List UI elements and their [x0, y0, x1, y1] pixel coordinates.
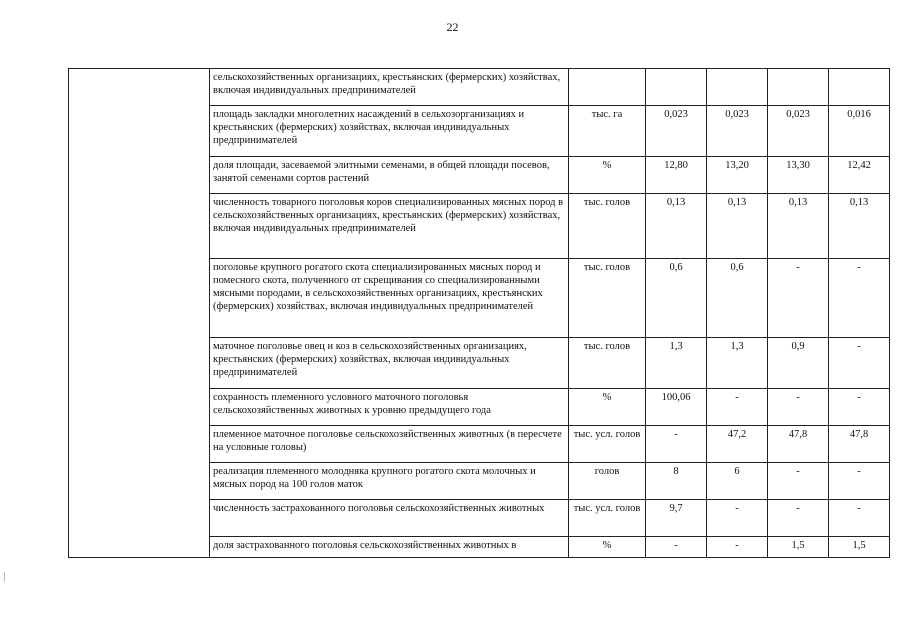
value-cell: 0,13: [707, 194, 768, 259]
unit-cell: тыс. га: [569, 106, 646, 157]
indicator-cell: реализация племенного молодняка крупного рогатого скота молочных и мясных пород на 100 голов маток: [210, 463, 569, 500]
value-cell: -: [768, 463, 829, 500]
value-cell: -: [707, 500, 768, 537]
value-cell: -: [829, 463, 890, 500]
unit-cell: %: [569, 389, 646, 426]
scan-edge-mark: [4, 572, 5, 582]
indicator-cell: доля площади, засеваемой элитными семенами, в общей площади посевов, занятой семенами сортов растений: [210, 157, 569, 194]
value-cell: -: [768, 389, 829, 426]
indicator-cell: численность товарного поголовья коров специализированных мясных пород в сельскохозяйственных организациях, крестьянских (фермерских) хозяйствах, включая индивидуальных предпринимателей: [210, 194, 569, 259]
page-number: 22: [446, 20, 459, 34]
indicator-cell: племенное маточное поголовье сельскохозяйственных животных (в пересчете на условные головы): [210, 426, 569, 463]
unit-cell: тыс. усл. голов: [569, 500, 646, 537]
indicator-cell: сохранность племенного условного маточного поголовья сельскохозяйственных животных к уровню предыдущего года: [210, 389, 569, 426]
value-cell: -: [646, 537, 707, 558]
value-cell: -: [829, 338, 890, 389]
indicators-table: [68, 68, 890, 558]
value-cell: 0,13: [829, 194, 890, 259]
indicator-cell: поголовье крупного рогатого скота специализированных мясных пород и помесного скота, полученного от скрещивания со специализированными мясными породами, в сельскохозяйственных организациях, крестьянских (фермерских) хозяйствах, включая индивидуальных предпринимателей: [210, 259, 569, 338]
value-cell: -: [707, 389, 768, 426]
value-cell: 0,6: [707, 259, 768, 338]
value-cell: -: [829, 500, 890, 537]
value-cell: 100,06: [646, 389, 707, 426]
unit-cell: [569, 69, 646, 106]
value-cell: 0,13: [768, 194, 829, 259]
value-cell: -: [768, 259, 829, 338]
value-cell: 9,7: [646, 500, 707, 537]
value-cell: 8: [646, 463, 707, 500]
indicator-cell: сельскохозяйственных организациях, крестьянских (фермерских) хозяйствах, включая индивидуальных предпринимателей: [210, 69, 569, 106]
value-cell: -: [646, 426, 707, 463]
value-cell: 13,20: [707, 157, 768, 194]
value-cell: 1,5: [768, 537, 829, 558]
value-cell: 13,30: [768, 157, 829, 194]
value-cell: 0,6: [646, 259, 707, 338]
value-cell: 0,13: [646, 194, 707, 259]
value-cell: 47,2: [707, 426, 768, 463]
value-cell: 12,80: [646, 157, 707, 194]
unit-cell: %: [569, 157, 646, 194]
value-cell: -: [829, 389, 890, 426]
value-cell: -: [768, 500, 829, 537]
value-cell: 47,8: [768, 426, 829, 463]
unit-cell: голов: [569, 463, 646, 500]
value-cell: 0,023: [646, 106, 707, 157]
program-name-cell: [69, 69, 210, 558]
indicator-cell: доля застрахованного поголовья сельскохозяйственных животных в: [210, 537, 569, 558]
value-cell: -: [829, 259, 890, 338]
unit-cell: тыс. голов: [569, 259, 646, 338]
value-cell: 47,8: [829, 426, 890, 463]
value-cell: 1,5: [829, 537, 890, 558]
table-row: [69, 69, 890, 106]
value-cell: 6: [707, 463, 768, 500]
value-cell: 0,023: [707, 106, 768, 157]
value-cell: [707, 69, 768, 106]
unit-cell: тыс. голов: [569, 338, 646, 389]
value-cell: 1,3: [707, 338, 768, 389]
unit-cell: тыс. усл. голов: [569, 426, 646, 463]
value-cell: [829, 69, 890, 106]
value-cell: [646, 69, 707, 106]
indicator-cell: площадь закладки многолетних насаждений в сельхозорганизациях и крестьянских (фермерских) хозяйствах, включая индивидуальных предпринимателей: [210, 106, 569, 157]
value-cell: 1,3: [646, 338, 707, 389]
value-cell: 12,42: [829, 157, 890, 194]
value-cell: 0,016: [829, 106, 890, 157]
unit-cell: %: [569, 537, 646, 558]
indicator-cell: численность застрахованного поголовья сельскохозяйственных животных: [210, 500, 569, 537]
value-cell: 0,023: [768, 106, 829, 157]
indicator-cell: маточное поголовье овец и коз в сельскохозяйственных организациях, крестьянских (фермерских) хозяйствах, включая индивидуальных предпринимателей: [210, 338, 569, 389]
value-cell: [768, 69, 829, 106]
unit-cell: тыс. голов: [569, 194, 646, 259]
value-cell: -: [707, 537, 768, 558]
value-cell: 0,9: [768, 338, 829, 389]
